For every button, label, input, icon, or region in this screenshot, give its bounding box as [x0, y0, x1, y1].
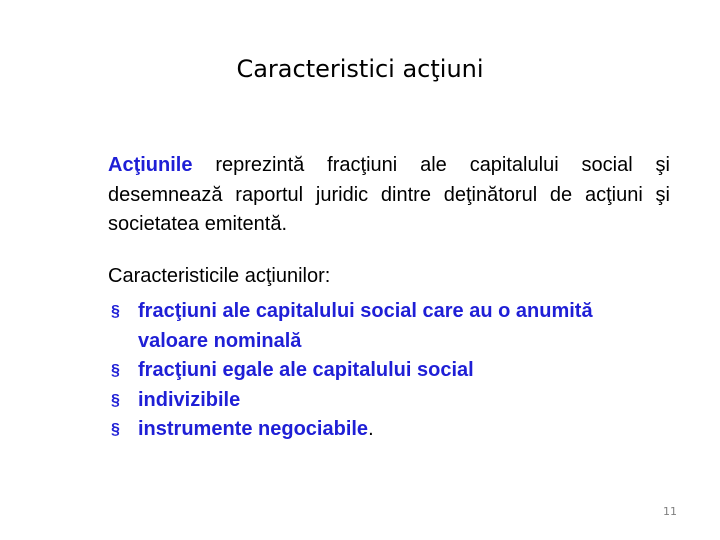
bullet-icon: § [111, 362, 120, 379]
bullet-icon: § [111, 421, 120, 438]
definition-text: reprezintă fracţiuni ale capitalului social şi desemnează raportul juridic dintre deţinătorul de acţiuni şi societatea emitentă. [108, 154, 670, 235]
characteristics-list [108, 297, 668, 445]
list-item-text: indivizibile [138, 388, 241, 411]
page-number: 11 [663, 505, 677, 518]
list-item [108, 297, 668, 356]
definition-term: Acţiunile [108, 154, 193, 176]
list-item-text: fracţiuni egale ale capitalului social [138, 359, 474, 381]
list-item-tail: . [368, 418, 374, 440]
definition-paragraph [108, 151, 670, 240]
bullet-icon: § [111, 303, 120, 320]
list-item-text: fracţiuni ale capitalului social care au o anumită valoare nominală [138, 300, 593, 352]
characteristics-heading: Caracteristicile acţiunilor: [108, 265, 331, 287]
slide-title: Caracteristici acţiuni [236, 55, 484, 83]
list-item [108, 356, 668, 386]
list-item [108, 415, 668, 445]
list-item [108, 386, 668, 416]
list-item-text: instrumente negociabile [138, 418, 369, 440]
bullet-icon: § [111, 391, 120, 409]
